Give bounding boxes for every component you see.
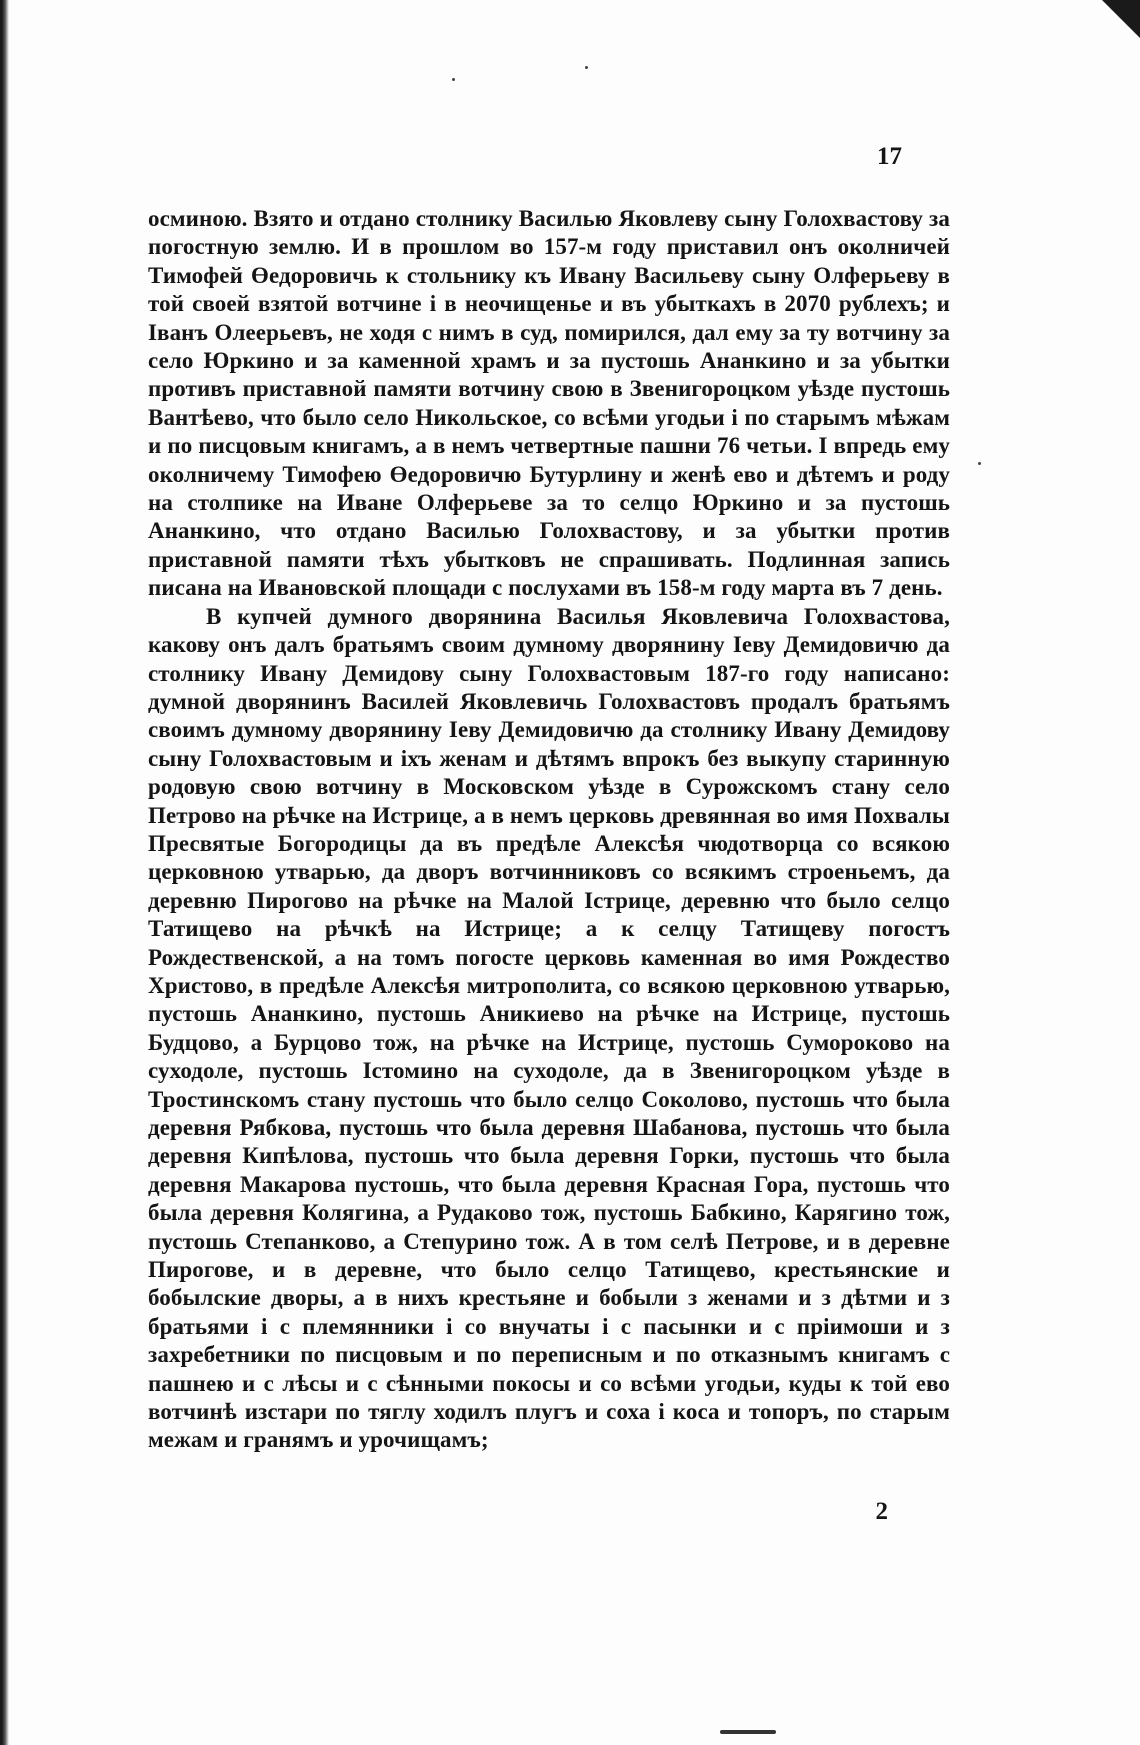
signature-mark: 2	[875, 1498, 888, 1525]
scan-speck	[452, 78, 455, 81]
body-text	[148, 205, 950, 1455]
scan-corner-shadow	[1102, 0, 1140, 38]
page-number: 17	[877, 143, 902, 170]
paragraph-2: В купчей думного дворянина Василья Яковлевича Голохвастова, какову онъ далъ братьямъ своим думному дворянину Іеву Демидовичю да столнику Ивану Демидову сыну Голохвастовым 187-го году написано: думной дворянинъ Василей Яковлевичь Голохвастовъ продалъ братьямъ своимъ думному дворянину Іеву Демидовичю да столнику Ивану Демидову сыну Голохвастовым и іхъ женам и дѣтямъ впрокъ без выкупу старинную родовую свою вотчину в Московском уѣзде в Сурожскомъ стану село Петрово на рѣчке на Истрице, а в немъ церковь древянная во имя Похвалы Пресвятые Богородицы да въ предѣле Алексѣя чюдотворца со всякою церковною утварью, да дворъ вотчинниковъ со всякимъ строеньемъ, да деревню Пирогово на рѣчке на Малой Істрице, деревню что было селцо Татищево на рѣчкѣ на Истрице; а к селцу Татищеву погостъ Рождественской, а на томъ погосте церковь каменная во имя Рождество Христово, в предѣле Алексѣя митрополита, со всякою церковною утварью, пустошь Ананкино, пустошь Аникиево на рѣчке на Истрице, пустошь Будцово, а Бурцово тож, на рѣчке на Истрице, пустошь Сумороково на суходоле, пустошь Істомино на суходоле, да в Звенигороцком уѣзде в Тростинскомъ стану пустошь что было селцо Соколово, пустошь что была деревня Рябкова, пустошь что была деревня Шабанова, пустошь что была деревня Кипѣлова, пустошь что была деревня Горки, пустошь что была деревня Макарова пустошь, что была деревня Красная Гора, пустошь что была деревня Колягина, а Рудаково тож, пустошь Бабкино, Карягино тож, пустошь Степанково, а Степурино тож. А в том селѣ Петрове, и в деревне Пирогове, и в деревне, что было селцо Татищево, крестьянские и бобылские дворы, а в нихъ крестьяне и бобыли з женами и з дѣтми и з братьями і с племянники і со внучаты і с пасынки и с пріимоши и з захребетники по писцовым и по переписным и по отказнымъ книгамъ с пашнею и с лѣсы и с сѣнными покосы и со всѣми угодьи, куды к той ево вотчинѣ изстари по тяглу ходилъ плугъ и соха і коса и топоръ, по старым межам и гранямъ и урочищамъ;	[148, 603, 950, 1453]
scan-speck	[585, 66, 588, 69]
scan-smudge	[720, 1730, 776, 1734]
scan-binding-edge	[0, 0, 9, 1745]
scan-speck	[978, 462, 981, 465]
paragraph-1: осминою. Взято и отдано столнику Василью Яковлеву сыну Голохвастову за погостную землю. И в прошлом во 157-м году приставил онъ околничей Тимофей Өедоровичь к стольнику къ Ивану Васильеву сыну Олферьеву в той своей взятой вотчине і в неочищенье и въ убыткахъ в 2070 рублехъ; и Іванъ Олеерьевъ, не ходя с нимъ в суд, помирился, дал ему за ту вотчину за село Юркино и за каменной храмъ и за пустошь Ананкино и за убытки противъ приставной памяти вотчину свою в Звенигороцком уѣзде пустошь Вантѣево, что было село Никольское, со всѣми угодьи і по старымъ мѣжам и по писцовым книгамъ, а в немъ четвертные пашни 76 четьи. І впредь ему околничему Тимофею Өедоровичю Бутурлину и женѣ ево и дѣтемъ и роду на столпике на Иване Олферьеве за то селцо Юркино и за пустошь Ананкино, что отдано Василью Голохвастову, и за убытки против приставной памяти тѣхъ убытковъ не спрашивать. Подлинная запись писана на Ивановской площади с послухами въ 158-м году марта въ 7 день.	[148, 206, 950, 601]
